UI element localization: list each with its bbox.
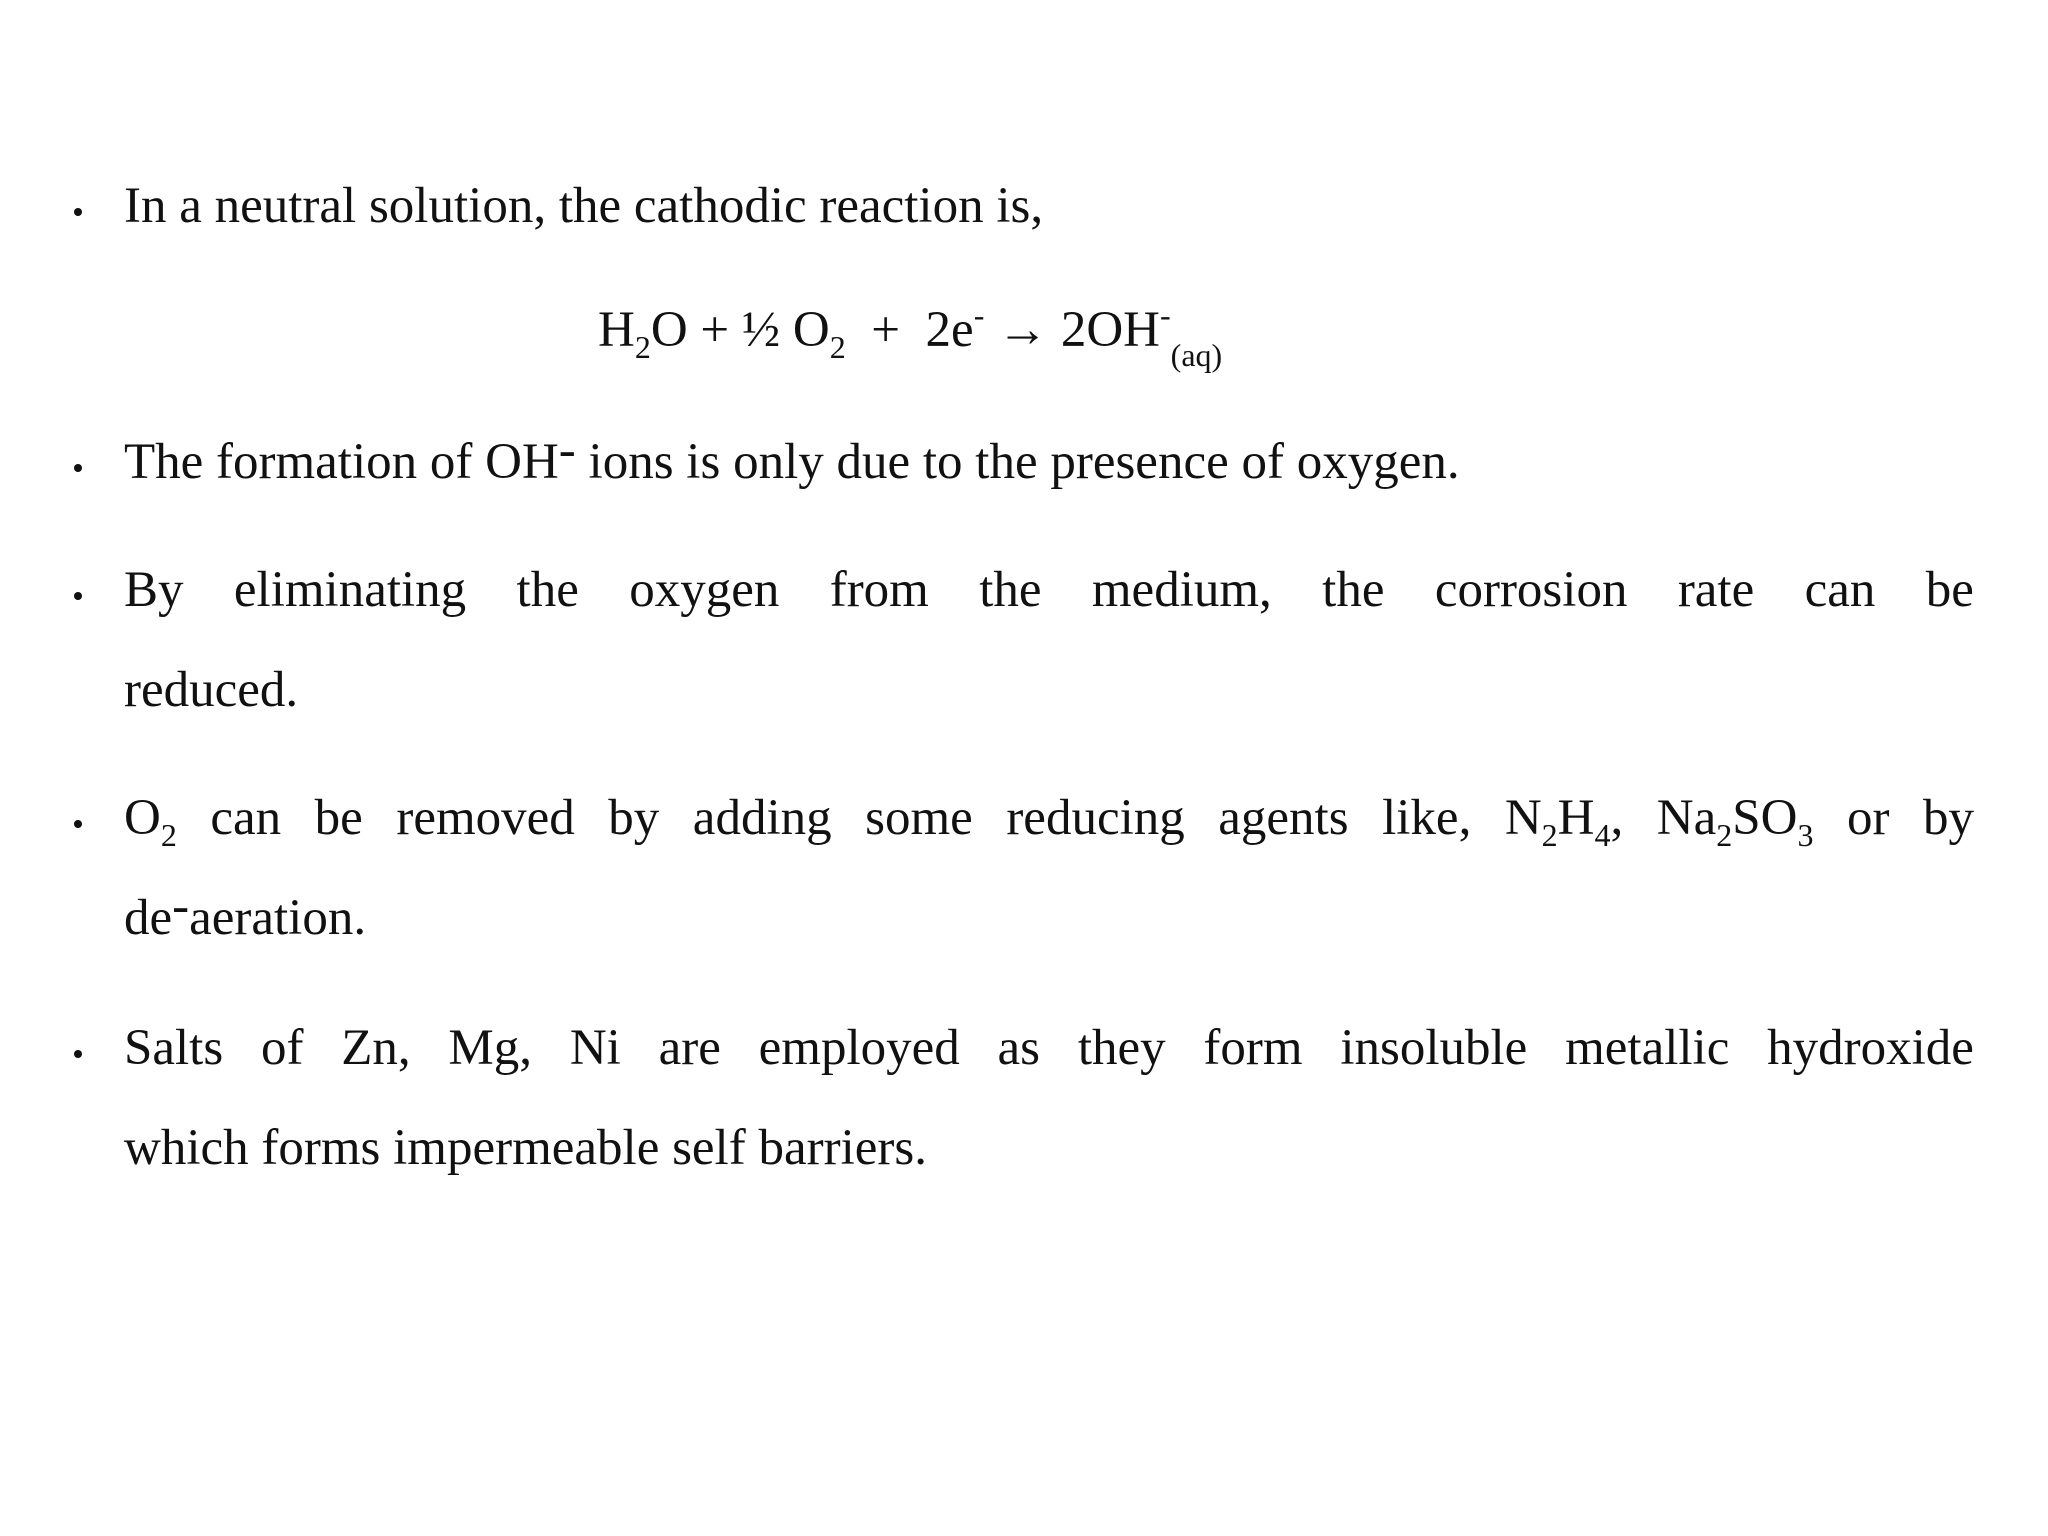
b5-word: hydroxide [1767,1020,1974,1076]
eq-arrow: → 2OH [984,302,1161,358]
b5-word: as [997,1020,1041,1076]
b4-middle: can be removed by adding some reducing agents like, N [176,790,1542,846]
b4-n-sub: 2 [1541,817,1558,853]
bullet-dot-5 [74,1050,82,1058]
b5-word: Mg, [448,1020,533,1076]
b4-h-sub: 4 [1594,817,1611,853]
b4-o-sub: 2 [160,817,177,853]
b5-word: form [1203,1020,1303,1076]
b3-word: the [979,562,1042,618]
b3-word: can [1804,562,1876,618]
b3-word: the [1322,562,1385,618]
b3-word: eliminating [233,562,467,618]
bullet-2-sup: - [558,422,576,478]
bullet-1-line: In a neutral solution, the cathodic reaction is, [124,178,1044,234]
bullet-5-line-2 [124,1118,1974,1178]
b5-word: Salts [124,1020,224,1076]
b4-o: O [124,790,161,846]
bullet-dot-4 [74,820,82,828]
b3-word: corrosion [1434,562,1628,618]
bullet-dot-1 [74,208,82,216]
b3-word: By [124,562,184,618]
eq-o-sub: 2 [829,329,846,365]
b5-word: of [260,1020,304,1076]
b3-line2: reduced. [124,662,299,718]
b4-line2-after: aeration. [189,890,367,946]
eq-h-sub: 2 [634,329,651,365]
bullet-5-line-1 [124,1018,1974,1078]
b3-word: from [829,562,929,618]
b4-so-sub: 3 [1797,817,1814,853]
b3-word: oxygen [629,562,780,618]
bullet-2-after: ions is only due to the presence of oxygen. [575,434,1460,490]
b4-so: SO [1732,790,1798,846]
b3-word: medium, [1091,562,1272,618]
b5-word: Ni [569,1020,621,1076]
b4-line2-sup: - [172,878,190,934]
bullet-dot-3 [74,592,82,600]
eq-oh-sup: - [1160,297,1171,333]
eq-mid1: O + ½ O [650,302,830,358]
b5-word: employed [758,1020,960,1076]
b3-word: rate [1677,562,1755,618]
eq-mid2: + 2e [845,302,974,358]
b4-line2-before: de [124,890,173,946]
b5-word: metallic [1565,1020,1730,1076]
b5-word: they [1077,1020,1166,1076]
b5-line2: which forms impermeable self barriers. [124,1120,927,1176]
b4-end: or by [1813,790,1975,846]
b5-word: insoluble [1340,1020,1528,1076]
b5-word: are [658,1020,721,1076]
b4-na-sub: 2 [1716,817,1733,853]
b4-h: H [1557,790,1595,846]
b5-word: Zn, [341,1020,411,1076]
bullet-4-line-1 [124,788,1975,853]
bullet-dot-2 [74,464,82,472]
bullet-2-text [124,422,1974,492]
bullet-2-before: The formation of OH [124,434,559,490]
bullet-3-line-2 [124,660,1974,720]
eq-h: H [598,302,635,358]
eq-e-sup: - [973,297,985,333]
b4-comma: , Na [1610,790,1717,846]
bullet-1-text [124,176,1974,236]
cathodic-reaction-equation [598,297,1223,373]
b3-word: the [516,562,579,618]
eq-aq: (aq) [1170,337,1223,373]
bullet-4-line-2 [124,878,1974,948]
bullet-3-line-1 [124,560,1974,620]
b3-word: be [1925,562,1974,618]
